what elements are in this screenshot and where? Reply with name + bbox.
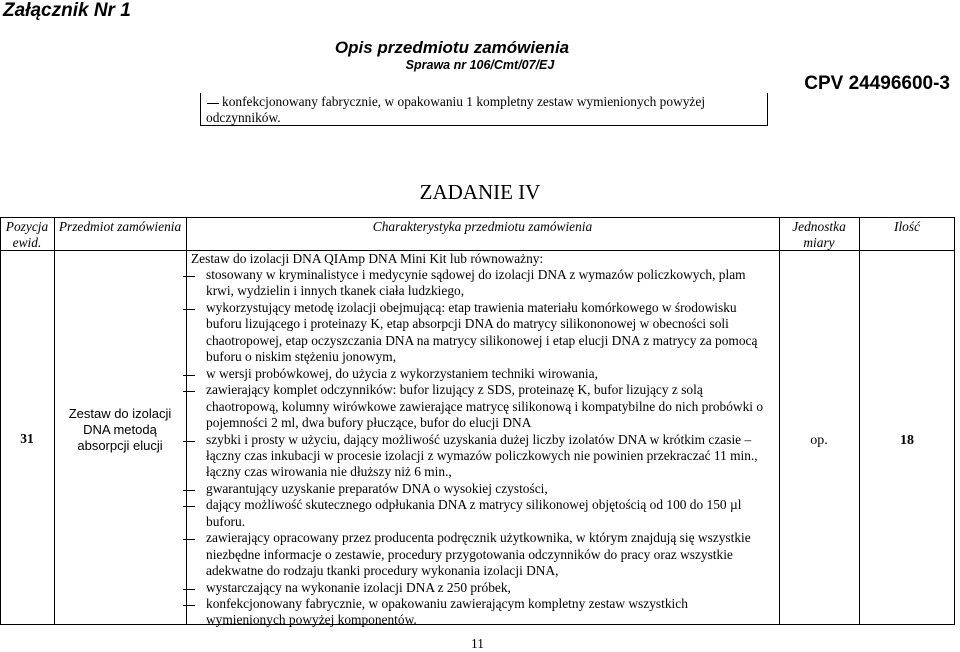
dash-bullet — [183, 375, 195, 376]
dash-bullet — [183, 309, 195, 310]
previous-line-2: odczynników. — [206, 110, 281, 125]
header-jednostka-line1: Jednostka — [792, 219, 846, 234]
description-line: łączny czas inkubacji w procesie izolacji z wymazów policzkowych nie powinien przekraczać 11 min., — [206, 447, 758, 463]
header-jednostka-line2: miary — [803, 235, 835, 250]
header-ilosc: Ilość — [893, 219, 921, 234]
description-intro: Zestaw do izolacji DNA QIAmp DNA Mini Kit lub równoważny: — [191, 251, 544, 266]
cell-przedmiot-line1: Zestaw do izolacji — [68, 406, 172, 421]
description-line: niezbędne informacje o zestawie, procedury przygotowania odczynników do pracy oraz wszystkie — [206, 546, 733, 562]
description-line: chaotropowej, etap oczyszczania DNA na matrycy silikonowej i etap elucji DNA z matrycy za pomocą — [206, 332, 758, 348]
column-divider — [859, 217, 860, 625]
description-line: wystarczający na wykonanie izolacji DNA z 250 próbek, — [206, 579, 511, 595]
description-line: buforu. — [206, 513, 246, 529]
column-divider — [779, 217, 780, 625]
dash-bullet — [183, 589, 195, 590]
cell-ilosc: 18 — [900, 433, 914, 448]
description-line: krwi, wydzielin i innych tkanek ciała ludzkiego, — [206, 283, 465, 299]
description-line: zawierający komplet odczynników: bufor lizujący z SDS, proteinazę K, bufor lizujący z solą — [206, 382, 703, 398]
header-przedmiot: Przedmiot zamówienia — [58, 219, 182, 234]
description-line: dający możliwość skutecznego odpłukania DNA z matrycy silikonowej objętością od 100 do 150 µl — [206, 497, 742, 513]
task-heading: ZADANIE IV — [419, 180, 541, 204]
description-line: w wersji probówkowej, do użycia z wykorzystaniem techniki wirowania, — [206, 365, 598, 381]
dash-bullet — [183, 490, 195, 491]
description-line: szybki i prosty w użyciu, dający możliwość uzyskania dużej liczby izolatów DNA w krótkim czasie – — [206, 431, 752, 447]
cell-przedmiot-line3: absorpcji elucji — [77, 438, 163, 453]
description-line: buforu o niskim stężeniu jonowym, — [206, 349, 397, 365]
dash-bullet — [207, 103, 219, 104]
description-line: konfekcjonowany fabrycznie, w opakowaniu zawierającym kompletny zestaw wszystkich — [206, 596, 688, 611]
description-line: adekwatne do rodzaju tkanki procedury wykonania izolacji DNA, — [206, 563, 559, 579]
dash-bullet — [183, 506, 195, 507]
dash-bullet — [183, 539, 195, 540]
header-pozycja — [0, 219, 54, 251]
description-line: pojemności 2 ml, dwa bufory płuczące, bufor do elucji DNA — [206, 415, 532, 431]
cpv-code: CPV 24496600-3 — [804, 73, 950, 94]
previous-line-1: konfekcjonowany fabrycznie, w opakowaniu 1 kompletny zestaw wymienionych powyżej — [222, 94, 706, 109]
cell-przedmiot-line2: DNA metodą — [83, 422, 157, 437]
cell-jednostka: op. — [810, 433, 828, 448]
header-pozycja-line1: Pozycja — [5, 219, 49, 234]
description-line: buforu lizującego i proteinazy K, etap absorpcji DNA do matrycy silikononowej w obecności soli — [206, 316, 729, 332]
description-line: wymienionych powyżej komponentów. — [206, 612, 417, 628]
description-line: łączny czas wirowania nie dłuższy niż 6 min., — [206, 464, 452, 480]
dash-bullet — [183, 391, 195, 392]
dash-bullet — [183, 605, 195, 606]
description-line: zawierający opracowany przez producenta podręcznik użytkownika, w którym znajdują się wszystkie — [206, 530, 751, 546]
description-line: chaotropową, kolumny wirówkowe zawierające matrycę silikonową i kompatybilne do nich probówki o — [206, 398, 764, 414]
header-jednostka — [779, 219, 859, 251]
cell-pozycja: 31 — [20, 431, 34, 446]
attachment-label: Załącznik Nr 1 — [3, 0, 131, 21]
header-pozycja-line2: ewid. — [12, 235, 42, 250]
description-line: stosowany w kryminalistyce i medycynie sądowej do izolacji DNA z wymazów policzkowych, plam — [206, 267, 746, 282]
description-line: wykorzystujący metodę izolacji obejmującą: etap trawienia materiału komórkowego w środowisku — [206, 299, 737, 315]
case-number: Sprawa nr 106/Cmt/07/EJ — [405, 58, 555, 72]
page-number: 11 — [471, 636, 484, 651]
dash-bullet — [183, 441, 195, 442]
column-divider — [186, 217, 187, 625]
document-title: Opis przedmiotu zamówienia — [334, 38, 570, 57]
description-line: gwarantujący uzyskanie preparatów DNA o wysokiej czystości, — [206, 480, 548, 496]
cell-przedmiot — [54, 406, 186, 454]
dash-bullet — [183, 276, 195, 277]
header-charakterystyka: Charakterystyka przedmiotu zamówienia — [372, 219, 593, 234]
